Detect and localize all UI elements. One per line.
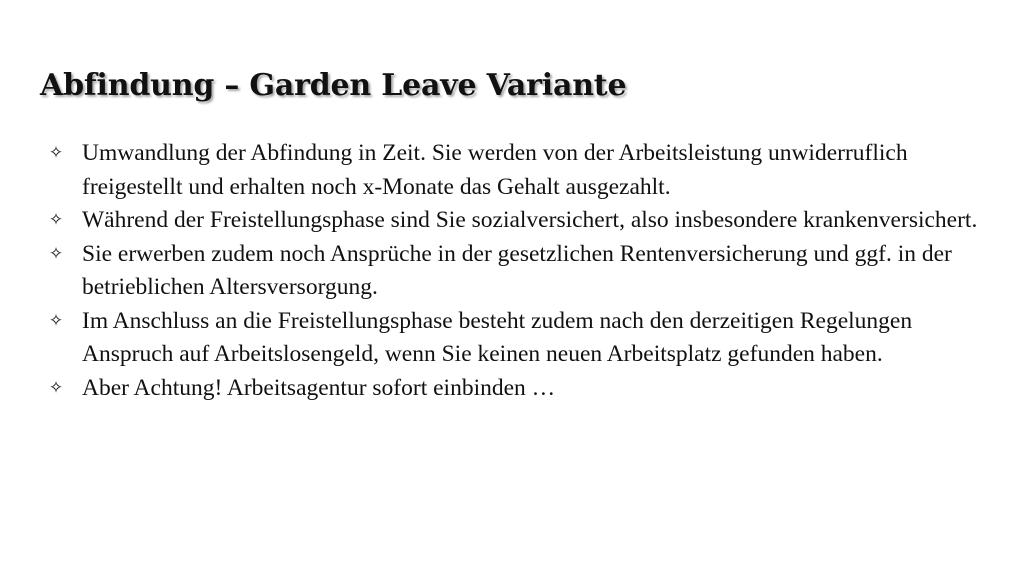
bullet-item: [44, 238, 1004, 305]
bullet-text: Im Anschluss an die Freistellungsphase besteht zudem nach den derzeitigen Regelungen Anspruch auf Arbeitslosengeld, wenn Sie keinen neuen Arbeitsplatz gefunden haben.: [82, 307, 913, 367]
bullet-text: Umwandlung der Abfindung in Zeit. Sie werden von der Arbeitsleistung unwiderruflich freigestellt und erhalten noch x-Monate das Gehalt ausgezahlt.: [82, 140, 908, 200]
slide-title: Abfindung – Garden Leave Variante: [40, 68, 627, 103]
bullet-item: [44, 137, 1004, 204]
bullet-item: [44, 305, 1004, 372]
bullet-text: Aber Achtung! Arbeitsagentur sofort einbinden …: [82, 374, 556, 401]
bullet-list: [44, 137, 1004, 405]
four-point-star-bullet-icon: ✧: [48, 143, 64, 163]
four-point-star-bullet-icon: ✧: [48, 377, 64, 398]
bullet-item: [44, 372, 1004, 406]
bullet-item: [44, 204, 1004, 238]
bullet-text: Sie erwerben zudem noch Ansprüche in der gesetzlichen Rentenversicherung und ggf. in der betrieblichen Altersversorgung.: [82, 240, 952, 300]
four-point-star-bullet-icon: ✧: [48, 210, 64, 230]
four-point-star-bullet-icon: ✧: [48, 243, 64, 264]
four-point-star-bullet-icon: ✧: [48, 310, 64, 331]
bullet-text: Während der Freistellungsphase sind Sie sozialversichert, also insbesondere krankenversichert.: [82, 207, 978, 233]
